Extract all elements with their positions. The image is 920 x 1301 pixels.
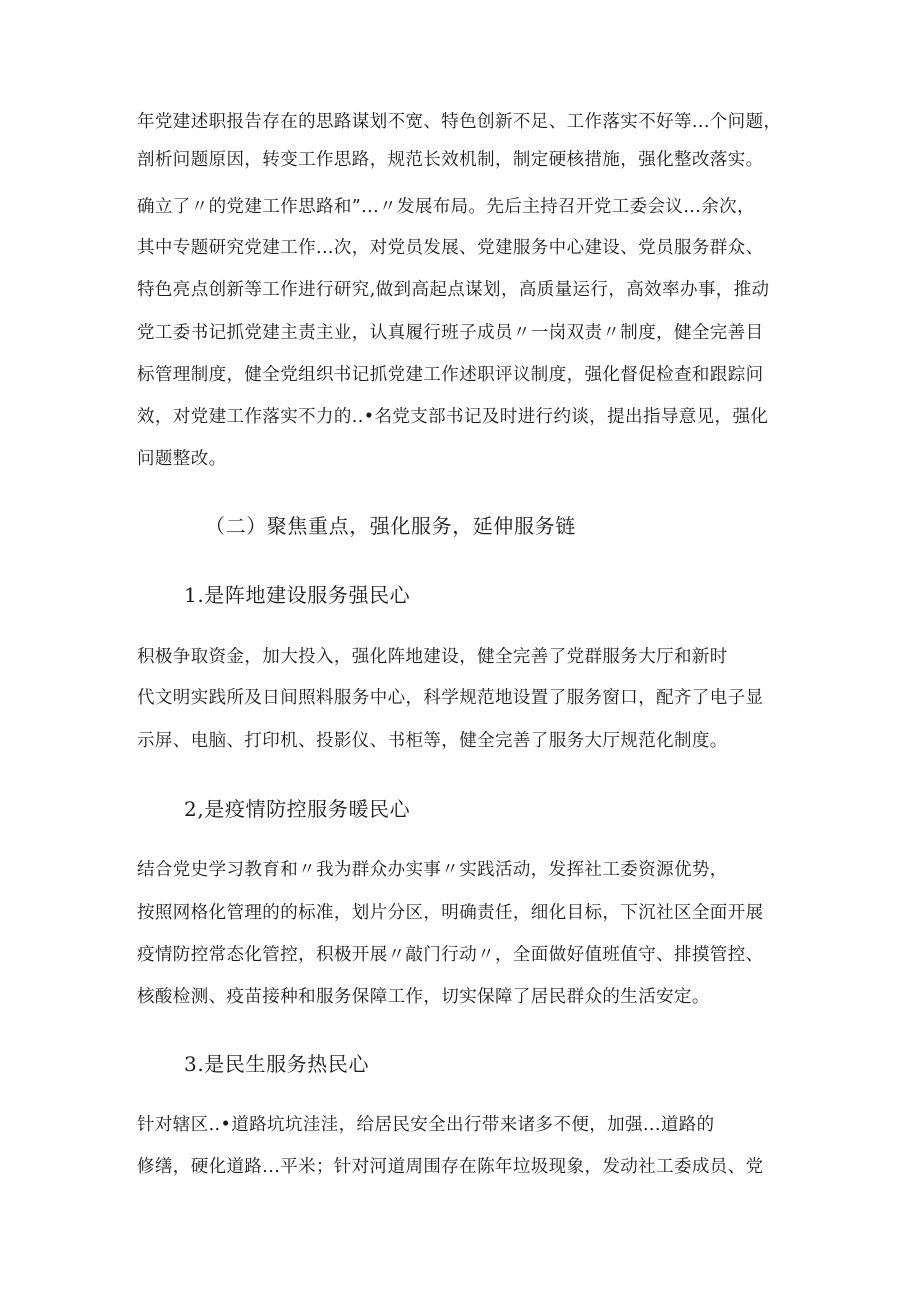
paragraph-1-line-8: 效，对党建工作落实不力的..•名党支部书记及时进行约谈，提出指导意见，强化 [137, 407, 769, 427]
item-1-line-3: 示屏、电脑、打印机、投影仪、书柜等，健全完善了服务大厅规范化制度。 [137, 731, 728, 751]
section-heading: （二）聚焦重点，强化服务，延伸服务链 [205, 514, 576, 538]
item-3-heading: 3.是民生服务热民心 [184, 1052, 370, 1076]
paragraph-1-line-5: 特色亮点创新等工作进行研究,做到高起点谋划，高质量运行，高效率办事，推动 [137, 280, 770, 300]
paragraph-1-line-9: 问题整改。 [137, 449, 227, 469]
item-2-line-4: 核酸检测、疫苗接种和服务保障工作，切实保障了居民群众的生活安定。 [137, 987, 710, 1007]
paragraph-1-line-3: 确立了〃的党建工作思路和”...〃发展布局。先后主持召开党工委会议...余次， [137, 197, 755, 217]
paragraph-1-line-4: 其中专题研究党建工作...次，对党员发展、党建服务中心建设、党员服务群众、 [137, 238, 764, 258]
paragraph-1-line-1: 年党建述职报告存在的思路谋划不宽、特色创新不足、工作落实不好等...个问题， [137, 112, 782, 132]
item-2-line-1: 结合党史学习教育和〃我为群众办实事〃实践活动，发挥社工委资源优势， [137, 860, 728, 880]
item-3-line-1: 针对辖区..•道路坑坑洼洼，给居民安全出行带来诸多不便，加强...道路的 [137, 1115, 715, 1135]
paragraph-1-line-2: 剖析问题原因，转变工作思路，规范长效机制，制定硬核措施，强化整改落实。 [137, 150, 764, 170]
item-2-line-3: 疫情防控常态化管控，积极开展〃敲门行动〃，全面做好值班值守、排摸管控、 [137, 945, 764, 965]
paragraph-1-line-7: 标管理制度，健全党组织书记抓党建工作述职评议制度，强化督促检查和跟踪问 [137, 365, 764, 385]
item-3-line-2: 修缮，硬化道路...平米；针对河道周围存在陈年垃圾现象，发动社工委成员、党 [137, 1157, 764, 1177]
item-2-heading: 2,是疫情防控服务暖民心 [184, 797, 411, 821]
item-1-line-2: 代文明实践所及日间照料服务中心，科学规范地设置了服务窗口，配齐了电子显 [137, 688, 764, 708]
paragraph-1-line-6: 党工委书记抓党建主责主业，认真履行班子成员〃一岗双责〃制度，健全完善目 [137, 323, 764, 343]
item-1-line-1: 积极争取资金，加大投入，强化阵地建设，健全完善了党群服务大厅和新时 [137, 647, 728, 667]
item-1-heading: 1.是阵地建设服务强民心 [184, 583, 411, 607]
item-2-line-2: 按照网格化管理的的标准，划片分区，明确责任，细化目标，下沉社区全面开展 [137, 903, 764, 923]
